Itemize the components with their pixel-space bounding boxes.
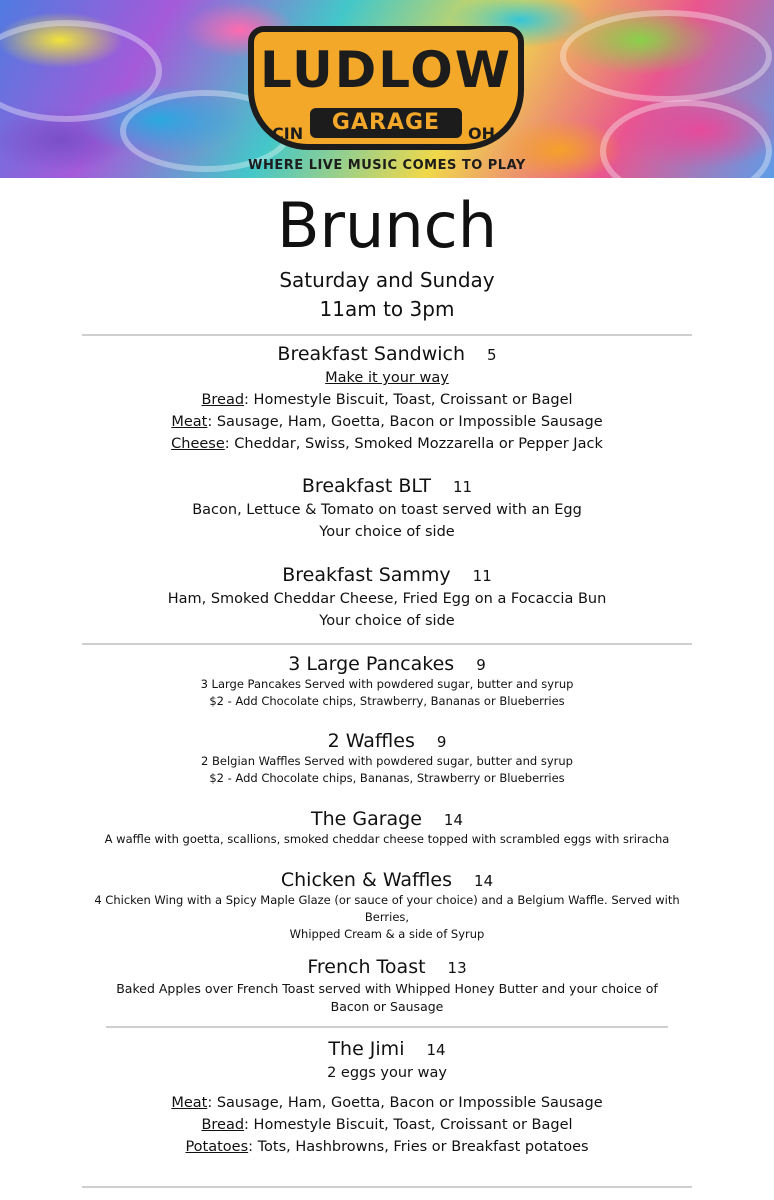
item-name: Chicken & Waffles xyxy=(280,869,453,891)
item-description: $2 - Add Chocolate chips, Bananas, Strawberry or Blueberries xyxy=(209,771,565,785)
item-name: 3 Large Pancakes xyxy=(288,653,455,675)
header-banner xyxy=(0,0,774,178)
item-description: Your choice of side xyxy=(319,613,455,629)
menu-item-breakfast-sandwich xyxy=(0,342,774,367)
tagline: WHERE LIVE MUSIC COMES TO PLAY xyxy=(248,158,526,173)
item-price: 5 xyxy=(487,346,497,364)
menu-item-the-jimi xyxy=(0,1037,774,1062)
divider xyxy=(82,1186,692,1188)
item-price: 14 xyxy=(474,872,494,890)
item-name: The Jimi xyxy=(328,1038,405,1060)
hours: 11am to 3pm xyxy=(319,297,455,321)
option-label: Meat xyxy=(171,1095,208,1111)
swirl-decoration xyxy=(560,10,772,102)
item-name: Breakfast BLT xyxy=(301,475,431,497)
logo-line2: GARAGE xyxy=(310,108,462,138)
item-name: The Garage xyxy=(310,808,422,830)
page-title: Brunch xyxy=(277,189,497,262)
option-text: : Tots, Hashbrowns, Fries or Breakfast potatoes xyxy=(248,1139,589,1155)
bread-option xyxy=(0,1114,774,1136)
option-label: Meat xyxy=(171,414,208,430)
item-description: 4 Chicken Wing with a Spicy Maple Glaze (or sauce of your choice) and a Belgium Waffle. Served with xyxy=(94,893,680,907)
divider xyxy=(82,334,692,336)
item-price: 14 xyxy=(426,1041,446,1059)
logo-right-text: OH. xyxy=(468,124,502,143)
menu-item-waffles xyxy=(0,729,774,754)
menu-item-french-toast xyxy=(0,955,774,980)
logo-left-text: CIN xyxy=(272,124,304,143)
item-price: 14 xyxy=(443,811,464,829)
meat-option xyxy=(0,411,774,433)
item-price: 9 xyxy=(436,733,447,751)
divider xyxy=(82,643,692,645)
item-description: A waffle with goetta, scallions, smoked cheddar cheese topped with scrambled eggs with sriracha xyxy=(104,832,670,846)
menu-item-chicken-waffles xyxy=(0,868,774,893)
logo-line1: LUDLOW xyxy=(260,41,512,99)
menu-item-breakfast-sammy xyxy=(0,563,774,588)
divider xyxy=(106,1026,668,1028)
option-label: Cheese xyxy=(171,436,225,452)
option-label: Bread xyxy=(201,1117,245,1133)
item-description: 2 Belgian Waffles Served with powdered sugar, butter and syrup xyxy=(201,754,573,768)
menu-item-pancakes xyxy=(0,652,774,677)
item-description: 3 Large Pancakes Served with powdered sugar, butter and syrup xyxy=(200,677,574,691)
option-label: Potatoes xyxy=(185,1139,249,1155)
days: Saturday and Sunday xyxy=(279,268,495,292)
option-text: : Cheddar, Swiss, Smoked Mozzarella or Pepper Jack xyxy=(224,436,603,452)
item-description: Your choice of side xyxy=(319,524,455,540)
item-price: 11 xyxy=(472,567,492,585)
item-name: Breakfast Sammy xyxy=(282,564,451,586)
option-label: Bread xyxy=(201,392,245,408)
item-description: Ham, Smoked Cheddar Cheese, Fried Egg on a Focaccia Bun xyxy=(167,591,607,607)
meat-option xyxy=(0,1092,774,1114)
item-description: Baked Apples over French Toast served with Whipped Honey Butter and your choice of xyxy=(116,981,658,996)
option-text: : Sausage, Ham, Goetta, Bacon or Impossible Sausage xyxy=(207,1095,603,1111)
cheese-option xyxy=(0,433,774,455)
item-description: Berries, xyxy=(364,910,410,924)
item-description: Whipped Cream & a side of Syrup xyxy=(289,927,485,941)
item-subtitle: Make it your way xyxy=(325,370,449,386)
item-price: 9 xyxy=(476,656,486,674)
option-text: : Homestyle Biscuit, Toast, Croissant or Bagel xyxy=(244,1117,573,1133)
item-price: 13 xyxy=(447,959,467,977)
menu-item-the-garage xyxy=(0,807,774,832)
menu-item-breakfast-blt xyxy=(0,474,774,499)
item-description: $2 - Add Chocolate chips, Strawberry, Bananas or Blueberries xyxy=(209,694,565,708)
bread-option xyxy=(0,389,774,411)
item-subtitle: 2 eggs your way xyxy=(327,1065,447,1081)
item-name: Breakfast Sandwich xyxy=(277,343,466,365)
item-price: 11 xyxy=(453,478,473,496)
item-description: Bacon, Lettuce & Tomato on toast served with an Egg xyxy=(192,502,582,518)
item-name: 2 Waffles xyxy=(327,730,415,752)
item-description: Bacon or Sausage xyxy=(330,999,444,1014)
potatoes-option xyxy=(0,1136,774,1158)
item-name: French Toast xyxy=(307,956,426,978)
option-text: : Homestyle Biscuit, Toast, Croissant or Bagel xyxy=(244,392,573,408)
option-text: : Sausage, Ham, Goetta, Bacon or Impossible Sausage xyxy=(207,414,603,430)
